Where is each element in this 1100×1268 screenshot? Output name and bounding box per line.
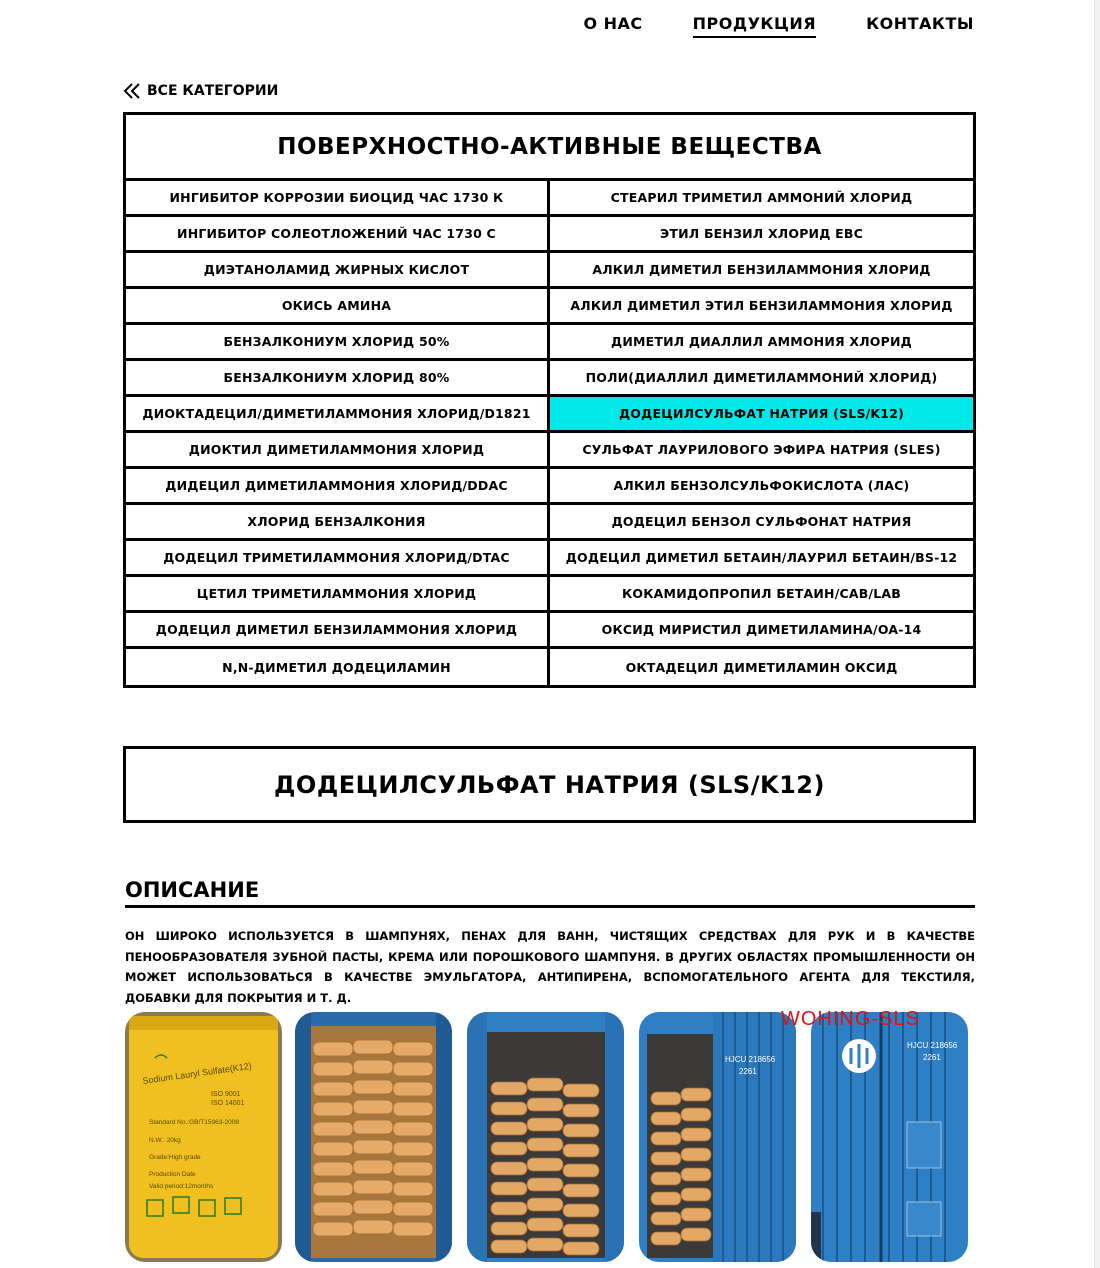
category-item[interactable]: ДИОКТИЛ ДИМЕТИЛАММОНИЯ ХЛОРИД bbox=[126, 433, 550, 469]
container-mark: HJCU 218656 bbox=[907, 1041, 958, 1050]
category-item[interactable]: ДОДЕЦИЛ БЕНЗОЛ СУЛЬФОНАТ НАТРИЯ bbox=[550, 505, 973, 541]
photo-container-sacks-2[interactable] bbox=[467, 1012, 624, 1262]
bag-label-line: ISO 14001 bbox=[211, 1100, 245, 1107]
category-item[interactable]: СУЛЬФАТ ЛАУРИЛОВОГО ЭФИРА НАТРИЯ (SLES) bbox=[550, 433, 973, 469]
photo-bag[interactable] bbox=[125, 1012, 282, 1262]
product-list bbox=[126, 181, 973, 685]
product-title: ДОДЕЦИЛСУЛЬФАТ НАТРИЯ (SLS/K12) bbox=[123, 746, 976, 823]
photo-container-closed[interactable] bbox=[811, 1012, 968, 1262]
double-chevron-left-icon bbox=[123, 83, 141, 99]
nav-contacts[interactable]: КОНТАКТЫ bbox=[866, 14, 974, 33]
category-item[interactable]: ДИОКТАДЕЦИЛ/ДИМЕТИЛАММОНИЯ ХЛОРИД/D1821 bbox=[126, 397, 550, 433]
bag-label-line: Valid period:12months bbox=[149, 1183, 214, 1190]
category-item[interactable]: ДОДЕЦИЛ ДИМЕТИЛ БЕТАИН/ЛАУРИЛ БЕТАИН/BS-12 bbox=[550, 541, 973, 577]
container-mark: 2261 bbox=[739, 1067, 757, 1076]
category-item[interactable]: ЭТИЛ БЕНЗИЛ ХЛОРИД EBC bbox=[550, 217, 973, 253]
category-item[interactable]: АЛКИЛ ДИМЕТИЛ БЕНЗИЛАММОНИЯ ХЛОРИД bbox=[550, 253, 973, 289]
category-item[interactable]: ДОДЕЦИЛСУЛЬФАТ НАТРИЯ (SLS/K12) bbox=[550, 397, 973, 433]
top-nav bbox=[583, 14, 974, 38]
category-item[interactable]: БЕНЗАЛКОНИУМ ХЛОРИД 80% bbox=[126, 361, 550, 397]
category-item[interactable]: КОКАМИДОПРОПИЛ БЕТАИН/CAB/LAB bbox=[550, 577, 973, 613]
category-item[interactable]: ИНГИБИТОР СОЛЕОТЛОЖЕНИЙ ЧАС 1730 С bbox=[126, 217, 550, 253]
category-item[interactable]: ДИДЕЦИЛ ДИМЕТИЛАММОНИЯ ХЛОРИД/DDAC bbox=[126, 469, 550, 505]
category-item[interactable]: ДОДЕЦИЛ ТРИМЕТИЛАММОНИЯ ХЛОРИД/DTAC bbox=[126, 541, 550, 577]
category-item[interactable]: ОКСИД МИРИСТИЛ ДИМЕТИЛАМИНА/OA-14 bbox=[550, 613, 973, 649]
bag-label-line: Grade:High grade bbox=[149, 1154, 201, 1161]
page-scrollbar[interactable] bbox=[1094, 0, 1100, 1268]
description-heading: ОПИСАНИЕ bbox=[125, 878, 975, 908]
description-text: ОН ШИРОКО ИСПОЛЬЗУЕТСЯ В ШАМПУНЯХ, ПЕНАХ ДЛЯ ВАНН, ЧИСТЯЩИХ СРЕДСТВАХ ДЛЯ РУК И В КАЧЕСТВЕ ПЕНООБРАЗОВАТЕЛЯ ЗУБНОЙ ПАСТЫ, КРЕМА ИЛИ ПОРОШКОВОГО ШАМПУНЯ. В ДРУГИХ ОБЛАСТЯХ ПРОМЫШЛЕННОСТИ ОН МОЖЕТ ИСПОЛЬЗОВАТЬСЯ В КАЧЕСТВЕ ЭМУЛЬГАТОРА, АНТИПИРЕНА, ВСПОМОГАТЕЛЬНОГО АГЕНТА ДЛЯ ТЕКСТИЛЯ, ДОБАВКИ ДЛЯ ПОКРЫТИЯ И Т. Д. bbox=[125, 929, 975, 1005]
bag-label-line: Production Date bbox=[149, 1171, 196, 1178]
category-item[interactable]: N,N-ДИМЕТИЛ ДОДЕЦИЛАМИН bbox=[126, 649, 550, 685]
category-title: ПОВЕРХНОСТНО-АКТИВНЫЕ ВЕЩЕСТВА bbox=[126, 115, 973, 181]
category-item[interactable]: ДОДЕЦИЛ ДИМЕТИЛ БЕНЗИЛАММОНИЯ ХЛОРИД bbox=[126, 613, 550, 649]
category-item[interactable]: ДИЭТАНОЛАМИД ЖИРНЫХ КИСЛОТ bbox=[126, 253, 550, 289]
container-mark: 2261 bbox=[923, 1053, 941, 1062]
nav-products[interactable]: ПРОДУКЦИЯ bbox=[693, 14, 816, 38]
category-item[interactable]: ОКТАДЕЦИЛ ДИМЕТИЛАМИН ОКСИД bbox=[625, 659, 898, 675]
nav-about[interactable]: О НАС bbox=[583, 14, 643, 33]
bag-label-line: Sodium Lauryl Sulfate(K12) bbox=[141, 1060, 253, 1086]
category-item[interactable]: ХЛОРИД БЕНЗАЛКОНИЯ bbox=[126, 505, 550, 541]
photo-container-sacks-1[interactable] bbox=[295, 1012, 452, 1262]
category-item[interactable]: СТЕАРИЛ ТРИМЕТИЛ АММОНИЙ ХЛОРИД bbox=[550, 181, 973, 217]
back-link-label: ВСЕ КАТЕГОРИИ bbox=[147, 83, 279, 99]
bag-label-line: ISO 9001 bbox=[211, 1091, 241, 1098]
category-item[interactable]: ЦЕТИЛ ТРИМЕТИЛАММОНИЯ ХЛОРИД bbox=[126, 577, 550, 613]
category-item[interactable]: БЕНЗАЛКОНИУМ ХЛОРИД 50% bbox=[126, 325, 550, 361]
container-mark: HJCU 218656 bbox=[725, 1055, 776, 1064]
category-item[interactable]: АЛКИЛ ДИМЕТИЛ ЭТИЛ БЕНЗИЛАММОНИЯ ХЛОРИД bbox=[550, 289, 973, 325]
bag-label-line: Standard No.:GB/T15963-2008 bbox=[149, 1119, 239, 1126]
photo-container-half-closed[interactable] bbox=[639, 1012, 796, 1262]
category-item[interactable]: ИНГИБИТОР КОРРОЗИИ БИОЦИД ЧАС 1730 К bbox=[126, 181, 550, 217]
category-item[interactable]: ОКИСЬ АМИНА bbox=[126, 289, 550, 325]
product-gallery bbox=[125, 1012, 970, 1262]
gallery-watermark: WOHING-SLS bbox=[781, 1008, 920, 1030]
back-to-categories-link[interactable] bbox=[123, 83, 278, 99]
category-item[interactable]: ПОЛИ(ДИАЛЛИЛ ДИМЕТИЛАММОНИЙ ХЛОРИД) bbox=[550, 361, 973, 397]
bag-label-line: N.W.: 20kg bbox=[149, 1137, 181, 1144]
category-item[interactable]: АЛКИЛ БЕНЗОЛСУЛЬФОКИСЛОТА (ЛАС) bbox=[550, 469, 973, 505]
category-panel bbox=[123, 112, 976, 688]
category-item[interactable]: ДИМЕТИЛ ДИАЛЛИЛ АММОНИЯ ХЛОРИД bbox=[550, 325, 973, 361]
